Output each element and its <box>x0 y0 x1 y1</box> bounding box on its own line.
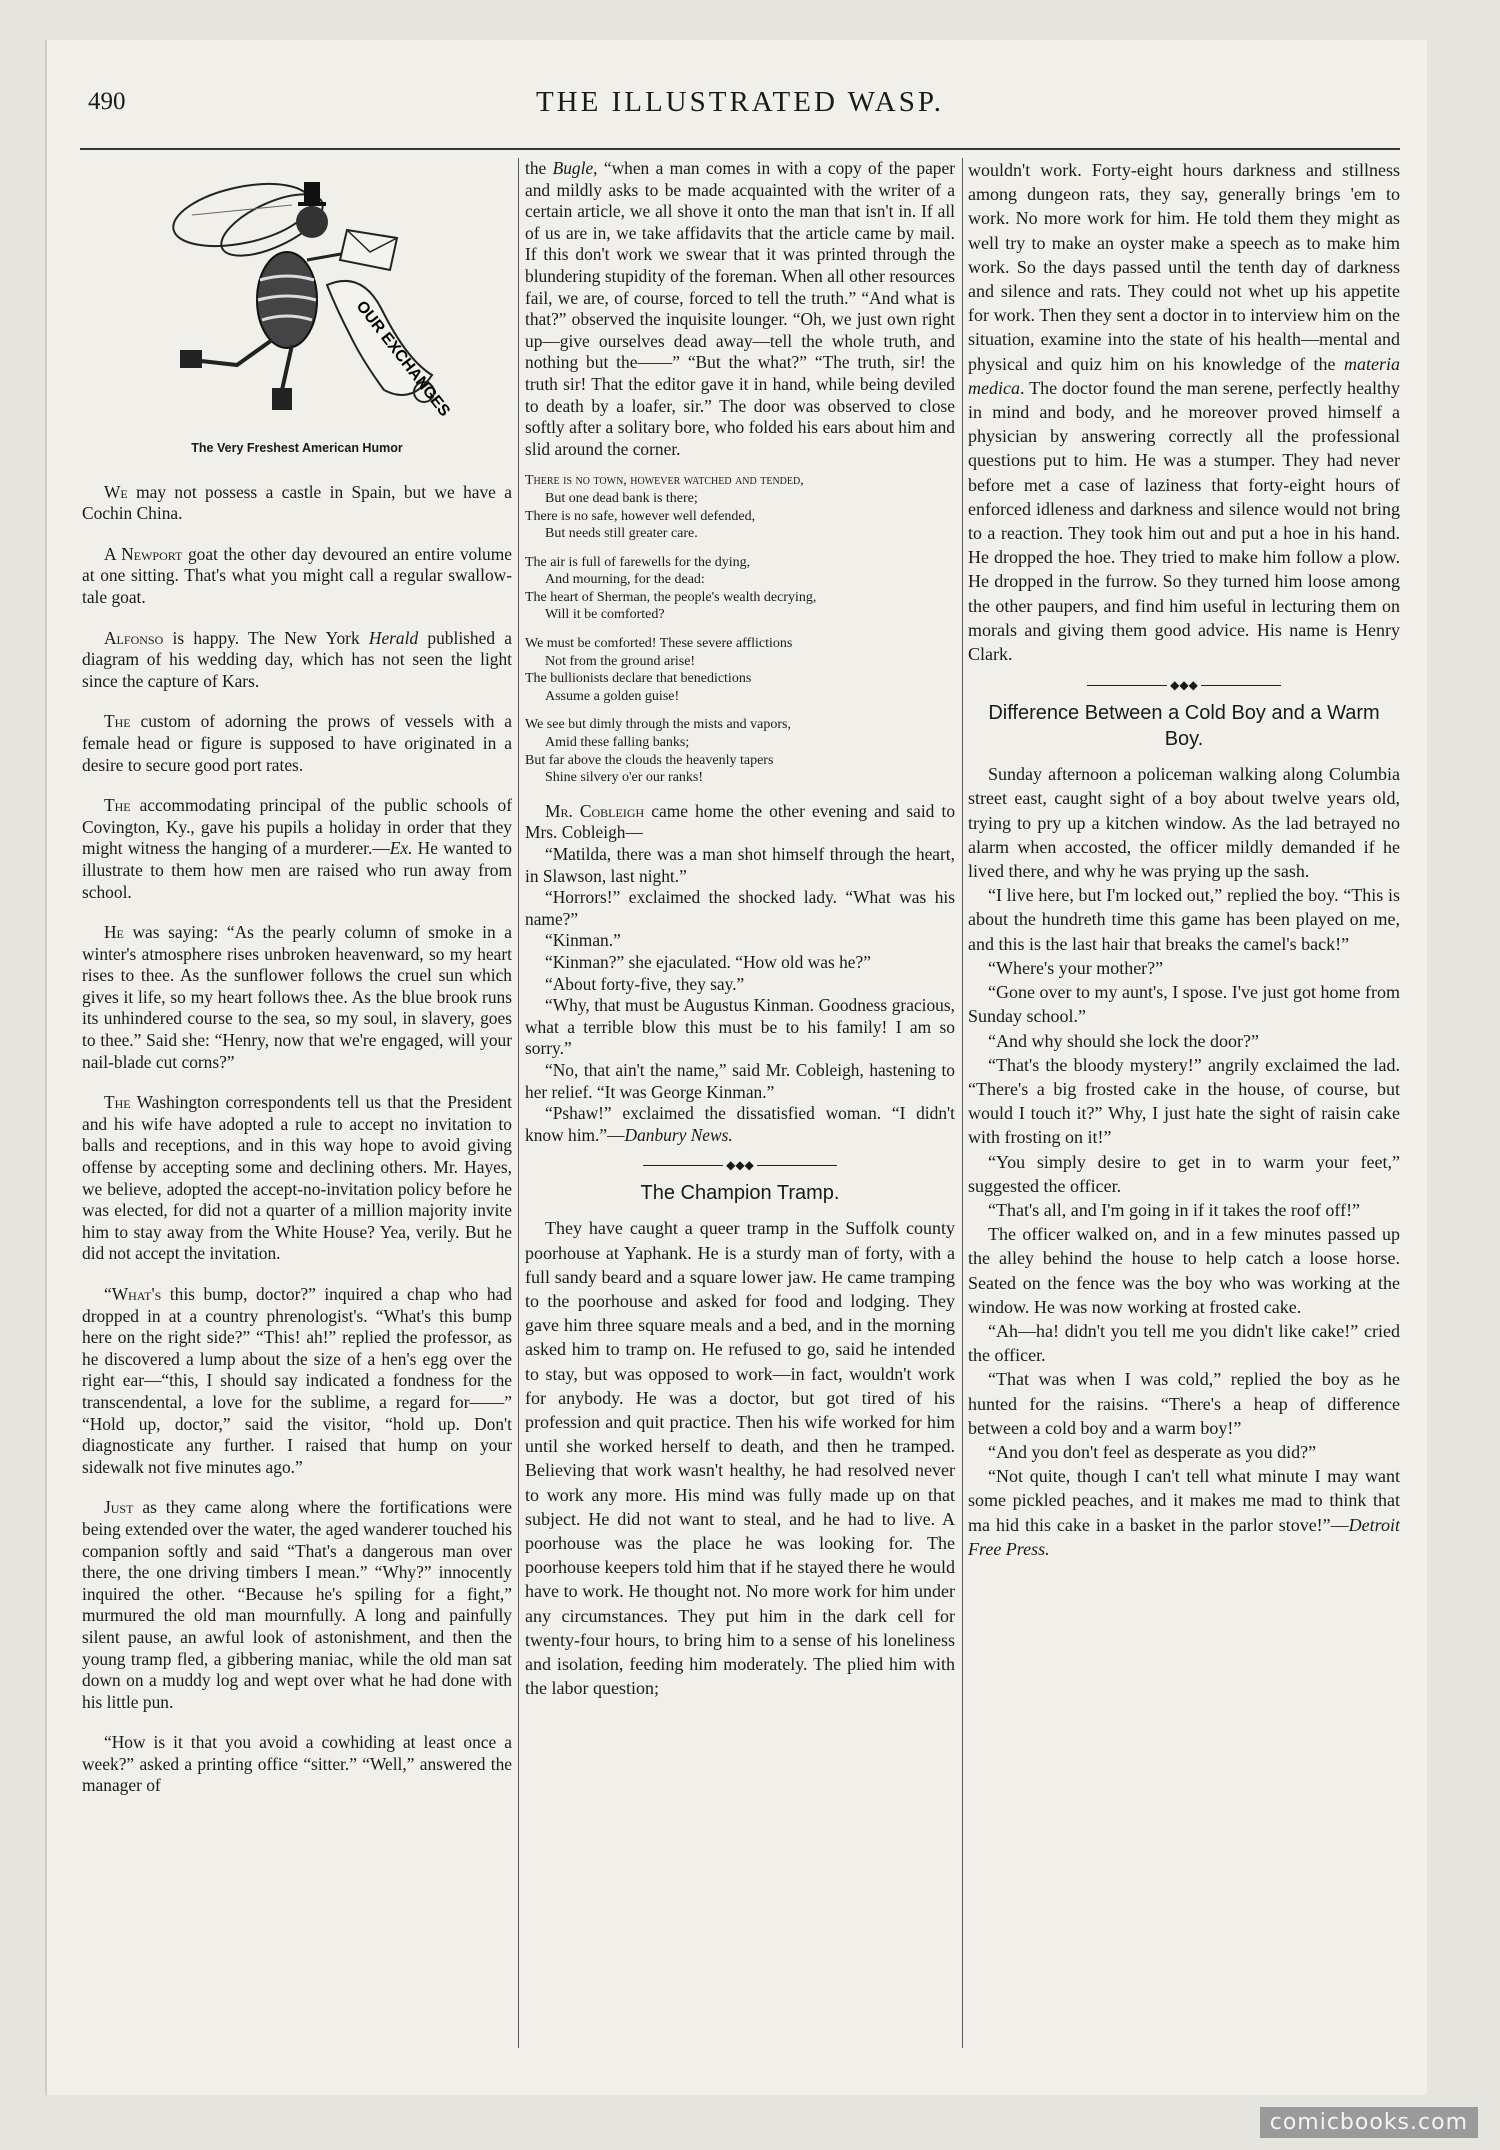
page-header <box>80 82 1400 122</box>
paragraph-washington: The Washington correspondents tell us that the President and his wife have adopted a rule to accept no invitation to balls and receptions, and in this way hope to avoid giving offense by accepting some and declining others. Mr. Hayes, we believe, adopted the accept-no-invitation policy before he was elected, for did not a quarter of a million majority invite him to stay away from the White House? Yea, verily. But he did not accept the invitation. <box>82 1092 512 1264</box>
dialogue-line: “Kinman?” she ejaculated. “How old was he?” <box>545 951 871 972</box>
paragraph-pearly-column: He was saying: “As the pearly column of smoke in a winter's atmosphere rises unbroken heavenward, so my heart rises to thee. As the sunflower follows the cruel sun which gives it life, so my heart follows thee. As the blue brook runs its unhindered course to the sea, so my soul, in slavery, goes to thee.” Said she: “Henry, now that we're engaged, will your nail-blade cut corns?” <box>82 922 512 1072</box>
paragraph-cowhiding: “How is it that you avoid a cowhiding at least once a week?” asked a printing office “sitter.” “Well,” answered the manager of <box>82 1732 512 1796</box>
paragraph-bugle: the Bugle, “when a man comes in with a copy of the paper and mildly asks to be made acquainted with the writer of a certain article, we all shove it onto the man that isn't in. If all of us are in, we take affidavits that the article came by mail. If this don't work we swear that it was printed through the blundering stupidity of the foreman. When all other resources fail, we are, of course, forced to tell the truth.” “And what is that?” observed the inquisite lounger. “Oh, we just own right up—give ourselves dead away—tell the whole truth, and nothing but the——” “But the what?” “The truth, sir! the truth sir! That the editor gave it in hand, while being deviled to death by a loafer, sir.” The door was observed to close softly after a solitary bore, who folded his ears about him and slid around the corner. <box>525 158 955 459</box>
poem-stanza: The air is full of farewells for the dying, And mourning, for the dead: The heart of Sherman, the people's wealth decrying, Will it be comforted? <box>525 554 817 623</box>
header-rule <box>80 148 1400 150</box>
paragraph-fortifications: Just as they came along where the fortifications were being extended over the water, the aged wanderer touched his companion softly and said “That's a dangerous man over there, the one driving timbers I mean.” “Why?” innocently inquired the other. “Because he's spiling for a fight,” murmured the old man mournfully. A long and painfully silent pause, an awful look of astonishment, and then the young tramp fled, a gibbering maniac, while the old man sat down on a muddy log and wept over what he had done with his little pun. <box>82 1497 512 1712</box>
watermark-logo: comicbooks.com <box>1260 2107 1478 2138</box>
poem-stanza: We must be comforted! These severe afflictions Not from the ground arise! The bullionists declare that benedictions Assume a golden guise! <box>525 636 793 704</box>
section-title-champion-tramp: The Champion Tramp. <box>640 1182 840 1205</box>
dialogue-line: “Gone over to my aunt's, I spose. I've just got home from Sunday school.” <box>968 982 1400 1027</box>
paragraph-cochin: We may not possess a castle in Spain, but we have a Cochin China. <box>82 481 512 524</box>
dialogue-line: “I live here, but I'm locked out,” replied the boy. “This is about the hundreth time this game has been played on me, and this is the last hair that breaks the camel's back!” <box>968 885 1400 954</box>
banner-text: OUR EXCHANGES <box>352 297 453 420</box>
page-number: 490 <box>88 88 126 115</box>
dialogue-line: “Not quite, though I can't tell what minute I may want some pickled peaches, and it makes me mad to think that ma hid this cake in a basket in the parlor stove!”—Detroit Free Press. <box>968 1466 1400 1559</box>
paragraph-prows: The custom of adorning the prows of vessels with a female head or figure is supposed to have originated in a desire to secure good port rates. <box>82 711 512 775</box>
dialogue-line: “Where's your mother?” <box>988 957 1164 978</box>
dialogue-line: “Pshaw!” exclaimed the dissatisfied woman. “I didn't know him.”—Danbury News. <box>525 1103 955 1145</box>
column-rule-2 <box>962 158 963 2048</box>
dialogue-line: “Why, that must be Augustus Kinman. Goodness gracious, what a terrible blow this must be to his family! I am so sorry.” <box>525 995 955 1059</box>
paragraph-goat: A Newport goat the other day devoured an entire volume at one sitting. That's what you might call a regular swallow-tale goat. <box>82 543 512 607</box>
dialogue-line: “Ah—ha! didn't you tell me you didn't like cake!” cried the officer. <box>968 1320 1400 1366</box>
column-rule-1 <box>518 158 519 2048</box>
paragraph-officer: The officer walked on, and in a few minutes passed up the alley behind the house to help catch a loose horse. Seated on the fence was the boy who was working at the window. He was now working at frosted cake. <box>968 1224 1400 1317</box>
wasp-mascot-icon <box>122 160 462 430</box>
dialogue-line: “No, that ain't the name,” said Mr. Cobleigh, hastening to her relief. “It was George Kinman.” <box>525 1059 955 1102</box>
dialogue-line: “That's the bloody mystery!” angrily exclaimed the lad. “There's a big frosted cake in the house, of course, but would I touch it?” Why, I just hate the sight of raisin cake with frosting on it!” <box>968 1054 1400 1148</box>
masthead-title: THE ILLUSTRATED WASP. <box>535 86 945 118</box>
column-1 <box>82 158 512 2058</box>
dialogue-line: “You simply desire to get in to warm your feet,” suggested the officer. <box>968 1151 1400 1196</box>
column-3 <box>968 158 1400 2058</box>
section-ornament: ◆◆◆ <box>525 1160 955 1170</box>
dialogue-line: “About forty-five, they say.” <box>545 973 745 994</box>
dialogue-line: “Kinman.” <box>545 930 621 951</box>
paragraph-tramp: They have caught a queer tramp in the Suffolk county poorhouse at Yaphank. He is a sturdy man of forty, with a full sandy beard and a square lower jaw. He came tramping to the poorhouse and asked for food and lodging. They gave him three square meals and a bed, and in the morning asked him to tramp on. He refused to go, said he intended to stay, but was opposed to work—in fact, wouldn't work for anybody. He was a doctor, but got tired of his profession and quit practice. Then his wife worked for him until she worked herself to death, and then he tramped. Believing that work wasn't healthy, he had resolved never to work any more. His mind was fully made up on that subject. He did not want to steal, and he had to live. A poorhouse was the place he was looking for. The poorhouse keepers told him that if he stayed there he would have to work. He thought not. No more work for him under any circumstances. They put him in the dark cell for twenty-four hours, to bring him to a sense of his loneliness and isolation, feeding him moderately. The plied him with the labor question; <box>525 1218 955 1699</box>
dialogue-line: “Matilda, there was a man shot himself through the heart, in Slawson, last night.” <box>525 844 955 886</box>
illustration-caption: The Very Freshest American Humor <box>191 441 403 455</box>
paragraph-alfonso: Alfonso is happy. The New York Herald published a diagram of his wedding day, which has not seen the light since the capture of Kars. <box>82 627 512 691</box>
wasp-illustration <box>82 160 512 430</box>
section-ornament: ◆◆◆ <box>968 680 1400 690</box>
dialogue-line: “And you don't feel as desperate as you did?” <box>988 1441 1317 1462</box>
dialogue-line: “That's all, and I'm going in if it takes the roof off!” <box>988 1199 1361 1220</box>
paragraph-covington: The accommodating principal of the public schools of Covington, Ky., gave his pupils a holiday in order that they might witness the hanging of a murderer.—Ex. He wanted to illustrate to them how men are raised who run away from school. <box>82 795 512 902</box>
dialogue-line: “And why should she lock the door?” <box>988 1030 1259 1051</box>
dialogue-line: “Horrors!” exclaimed the shocked lady. “What was his name?” <box>525 887 955 929</box>
paragraph-tramp-continued: wouldn't work. Forty-eight hours darkness and stillness among dungeon rats, they say, generally brings 'em to work. No more work for him. He told them they might as well try to make an oyster make a speech as to make him work. So the days passed until the tenth day of darkness and silence and rats. They could not whet up his appetite for work. Then they sent a doctor in to interview him on the situation, examine into the state of his health—mental and physical and quiz him on his knowledge of the materia medica. The doctor found the man serene, perfectly healthy in mind and body, and he moreover proved himself a physician by answering correctly all the professional questions put to him. He was a stumper. They had never before met a case of laziness that forty-eight hours of enforced idleness and darkness and silence would not bring to a reaction. They took him out and put a hoe in his hand. He dropped the hoe. They tried to make him follow a plow. He dropped in the furrow. So they turned him loose among the other paupers, and find him useful in lecturing them on morals and giving them good advice. His name is Henry Clark. <box>968 160 1400 665</box>
column-2 <box>525 158 955 2058</box>
paragraph-policeman: Sunday afternoon a policeman walking along Columbia street east, caught sight of a boy about twelve years old, trying to pry up a kitchen window. As the lad betrayed no alarm when accosted, the officer mildly demanded if he lived there, and why he was prying up the sash. <box>968 764 1400 882</box>
poem-stanza: We see but dimly through the mists and vapors, Amid these falling banks; But far above the clouds the heavenly tapers Shine silvery o'er our ranks! <box>525 717 791 786</box>
section-title-cold-boy: Difference Between a Cold Boy and a Warm Boy. <box>988 702 1380 751</box>
poem-stanza: There is no town, however watched and tended, But one dead bank is there; There is no safe, however well defended, But needs still greater care. <box>525 473 804 542</box>
dialogue-line: “That was when I was cold,” replied the boy as he hunted for the raisins. “There's a heap of difference between a cold boy and a warm boy!” <box>968 1369 1400 1438</box>
paragraph-bump: “What's this bump, doctor?” inquired a chap who had dropped in at a country phrenologist's. “What's this bump here on the right side?” “This! ah!” replied the professor, as he discovered a lump about the size of a hen's egg over the right ear—“this, I should say indicated a fondness for the transcendental, a love for the sublime, a regard for——” “Hold up, doctor,” said the visitor, “hold up. Don't diagnosticate any further. I raised that hump on your sidewalk not five minutes ago.” <box>82 1284 512 1477</box>
paragraph-cobleigh: Mr. Cobleigh came home the other evening and said to Mrs. Cobleigh— <box>525 800 955 843</box>
poem <box>525 472 955 787</box>
